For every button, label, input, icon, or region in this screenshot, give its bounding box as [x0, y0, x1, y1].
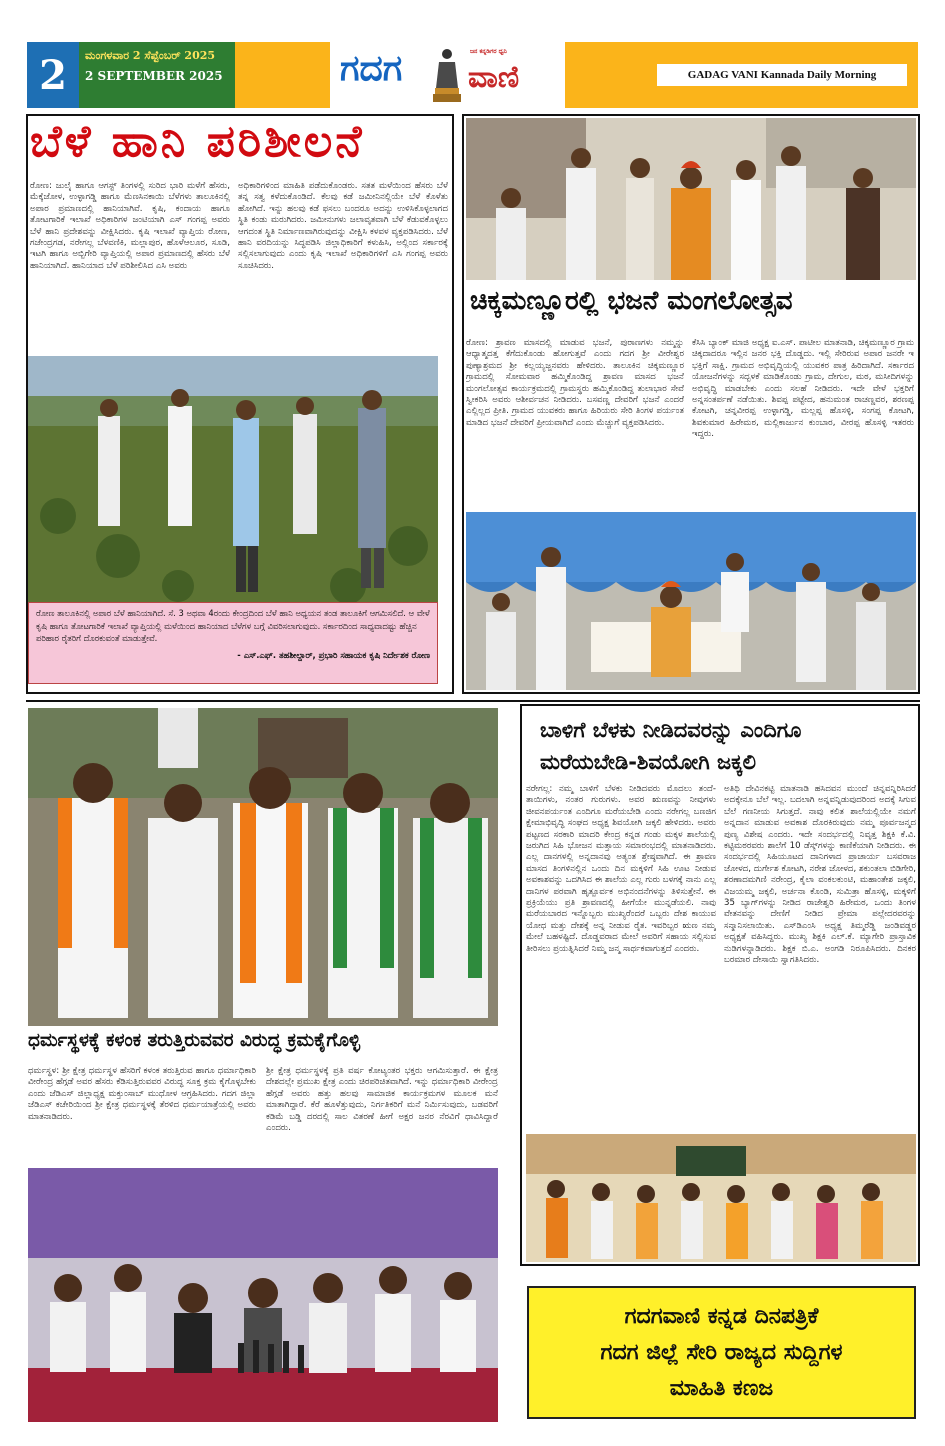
story1-column-2: [238, 181, 448, 353]
story1-caption-box: [28, 602, 438, 684]
story1-column-1: [30, 181, 230, 353]
promo-line-1: ಗದಗವಾಣಿ ಕನ್ನಡ ದಿನಪತ್ರಿಕೆ: [624, 1303, 819, 1329]
story1-text-1: ರೋಣ: ಜುಲೈ ಹಾಗೂ ಆಗಸ್ಟ್ ತಿಂಗಳಲ್ಲಿ ಸುರಿದ ಭಾರಿ ಮಳೆಗೆ ಹೆಸರು, ಮೆಕ್ಕೆಜೋಳ, ಉಳ್ಳಾಗಡ್ಡಿ ಹಾಗೂ ಮೆಣಸಿನಕಾಯಿ ಬೆಳೆಗಳು ತಾಲೂಕಿನಲ್ಲಿ ಅಪಾರ ಪ್ರಮಾಣದಲ್ಲಿ ಹಾನಿಯಾಗಿವೆ. ಕೃಷಿ, ಕಂದಾಯ ಹಾಗೂ ತೋಟಗಾರಿಕೆ ಇಲಾಖೆ ಅಧಿಕಾರಿಗಳ ಜಂಟಿಯಾಗಿ ಎಸ್ ಗಂಗಪ್ಪ ಅವರು ಬೆಳೆ ಹಾನಿ ಪ್ರದೇಶವನ್ನು ವೀಕ್ಷಿಸಿದರು. ಕೃಷಿ ಇಲಾಖೆ ವ್ಯಾಪ್ತಿಯ ರೋಣ, ಗಜೇಂದ್ರಗಡ, ನರೇಗಲ್ಲ ಬೆಳವಣಿಕಿ, ಮಲ್ಲಾಪುರ, ಹೊಳೆಆಲೂರ, ಸೂಡಿ, ಇಟಗಿ ಹಾಗೂ ಅಬ್ಬಿಗೇರಿ ವ್ಯಾಪ್ತಿಯಲ್ಲಿ ಅಪಾರ ಪ್ರಮಾಣದಲ್ಲಿ ಹೆಸರು ಬೆಳೆ ಹಾನಿಯಾಗಿದೆ. ಹಾನಿಯಾದ ಬೆಳೆ ಪರಿಶೀಲಿಸಿದ ಎಸಿ ಅವರು: [30, 181, 230, 271]
story3-text-2: ಶ್ರೀ ಕ್ಷೇತ್ರ ಧರ್ಮಸ್ಥಳಕ್ಕೆ ಪ್ರತಿ ವರ್ಷ ಕೋಟ್ಯಂತರ ಭಕ್ತರು ಆಗಮಿಸುತ್ತಾರೆ. ಈ ಕ್ಷೇತ್ರ ದೇಶದಲ್ಲೇ ಪ್ರಮುಖ ಕ್ಷೇತ್ರ ಎಂದು ಚಿರಪರಿಚಿತವಾಗಿದೆ. ಇನ್ನು ಧರ್ಮಾಧಿಕಾರಿ ವೀರೇಂದ್ರ ಹೆಗ್ಗಡೆ ಅವರು ಹತ್ತು ಹಲವು ಸಾಮಾಜಿಕ ಕಾರ್ಯಕ್ರಮಗಳ ಮೂಲಕ ಮನೆ ಮಾತಾಗಿದ್ದಾರೆ. ಕೆರೆ ಹೂಳೆತ್ತುವುದು, ನಿರ್ಗತಿಕರಿಗೆ ಮನೆ ನಿರ್ಮಿಸುವುದು, ಬಡವರಿಗೆ ಕಡಿಮೆ ಬಡ್ಡಿ ದರದಲ್ಲಿ ಸಾಲ ವಿತರಣೆ ಹೀಗೆ ಅಕ್ಷರ ಜನರ ನೆರವಿಗೆ ಧಾವಿಸಿದ್ದಾರೆ ಎಂದರು.: [266, 1066, 498, 1134]
story3-headline: ಧರ್ಮಸ್ಥಳಕ್ಕೆ ಕಳಂಕ ತರುತ್ತಿರುವವರ ವಿರುದ್ಧ ಕ್ರಮಕೈಗೊಳ್ಳಿ: [28, 1030, 361, 1051]
logo-right-text: ವಾಣಿ: [468, 60, 520, 95]
story1-caption-text: ರೋಣ ತಾಲೂಕಿನಲ್ಲಿ ಅಪಾರ ಬೆಳೆ ಹಾನಿಯಾಗಿದೆ. ಸೆ. 3 ಅಥವಾ 4ರಂದು ಕೇಂದ್ರದಿಂದ ಬೆಳೆ ಹಾನಿ ಅಧ್ಯಯನ ತಂಡ ತಾಲೂಕಿಗೆ ಆಗಮಿಸಲಿದೆ. ಆ ವೇಳೆ ಕೃಷಿ ಹಾಗೂ ತೋಟಗಾರಿಕೆ ಇಲಾಖೆ ವ್ಯಾಪ್ತಿಯಲ್ಲಿ ಮಳೆಯಿಂದ ಹಾನಿಯಾದ ಬೆಳೆಗಳ ಬಗ್ಗೆ ವಿವರಿಸಲಾಗುವುದು. ಸರ್ಕಾರದಿಂದ ಸಾಧ್ಯವಾದಷ್ಟು ಹೆಚ್ಚಿನ ಪರಿಹಾರ ರೈತರಿಗೆ ದೊರಕುವಂತೆ ಮಾಡುತ್ತೇವೆ.: [36, 608, 430, 643]
page-number: 2: [27, 42, 79, 108]
masthead-tagline: GADAG VANI Kannada Daily Morning: [657, 64, 907, 86]
orange-band-right: [565, 42, 918, 108]
story4-text-2: ಅತಿಥಿ ದೇವಿನಕಟ್ಟಿ ಮಾತನಾಡಿ ಹಸಿದವನ ಮುಂದೆ ಚಿನ್ನವನ್ನಿರಿಸಿದರೆ ಅದಕ್ಕೇನೂ ಬೆಲೆ ಇಲ್ಲ. ಬದಲಾಗಿ ಅನ್ನವನ್ನಿಡುವುದರಿಂದ ಅದಕ್ಕೆ ಸಿಗುವ ಬೆಲೆ ಗಣನೀಯ ಸಿಗುತ್ತದೆ. ನಾವು ಕಲಿತ ಶಾಲೆಯಲ್ಲಿಯೇ ನಮಗೆ ಅನ್ನದಾನ ಮಾಡುವ ಅವಕಾಶ ದೊರಕಿರುವುದು ನಮ್ಮ ಪೂರ್ವಜನ್ಮದ ಪುಣ್ಯ ವಿಶೇಷ ಎಂದರು. ಇದೇ ಸಂದರ್ಭದಲ್ಲಿ ನಿವೃತ್ತ ಶಿಕ್ಷಕಿ ಕೆ.ವಿ. ಕಟ್ಟಿಮಠರವರು ಶಾಲೆಗೆ 10 ಡೆಸ್ಕ್‌ಗಳನ್ನು ಕಾಣಿಕೆಯಾಗಿ ನೀಡಿದರು. ಈ ಸಂದರ್ಭದಲ್ಲಿ ಸಿಹಿಯೂಟದ ದಾನಿಗಳಾದ ಪ್ರಾಚಾರ್ಯ ಬಸವರಾಜ ಜೋಳದ, ದುರ್ಗೇಶ ಕೋಟಗಿ, ನರೇಶ ಜೋಳದ, ಶಕುಂತಲಾ ಬಿಡಿಗೇರಿ, ಶರಣಾದಮಗಿಣಿ ನರೇಂದ್ರ, ಕೈಲಾ ವಂಕಲಕುಂಟಿ, ಮಹಾಂತೇಶ ಜಕ್ಕಲಿ, ವಿಜಯಮ್ಮ ಜಕ್ಕಲಿ, ಅರ್ಚನಾ ಕೊಂಡಿ, ಸುಮಿತ್ರಾ ಹೊಸಳ್ಳಿ, ಮಕ್ಕಳಿಗೆ 35 ಬ್ಯಾಗ್‌ಗಳನ್ನು ನೀಡಿದ ರಾಜೇಶ್ವರಿ ಹಿರೇಮಠ, ಒಂದು ತಿಂಗಳ ವೇತನವನ್ನು ದೇಣಿಗೆ ನೀಡಿದ ಪ್ರೇಮಾ ಪಲ್ಲೇದರವರನ್ನು ಸನ್ಮಾನಿಸಲಾಯಿತು. ಎಸ್‌ಡಿಎಂಸಿ ಅಧ್ಯಕ್ಷ ತಿಮ್ಮರೆಡ್ಡಿ ಜಂಡಿವಡ್ಡರ ಅಧ್ಯಕ್ಷತೆ ವಹಿಸಿದ್ದರು. ಮುಖ್ಯ ಶಿಕ್ಷಕಿ ಎಲ್.ಕೆ. ಮ್ಯಾಗೇರಿ ಪ್ರಾಸ್ತಾವಿಕ ನುಡಿಗಳನ್ನಾಡಿದರು. ಶಿಕ್ಷಕ ಬಿ.ಎ. ಅಂಗಡಿ ನಿರೂಪಿಸಿದರು. ದಿನಕರ ಬರಮಾರ ದೇಸಾಯಿ ಸ್ವಾಗತಿಸಿದರು.: [724, 784, 916, 966]
story4-text-1: ನರೇಗಲ್ಲ: ನಮ್ಮ ಬಾಳಿಗೆ ಬೆಳಕು ನೀಡಿದವರು ಮೊದಲು ತಂದೆ-ತಾಯಿಗಳು, ನಂತರ ಗುರುಗಳು. ಅವರ ಋಣವನ್ನು ನೀವುಗಳು ಜೀವನಪರ್ಯಂತ ಎಂದಿಗೂ ಮರೆಯಬೇಡಿ ಎಂದು ನರೇಗಲ್ಲ ಬಣಜಿಗ ಕ್ಷೇಮಾಭಿವೃದ್ಧಿ ಸಂಘದ ಅಧ್ಯಕ್ಷ ಶಿವಯೋಗಿ ಜಕ್ಕಲಿ ಹೇಳಿದರು. ಅವರು ಪಟ್ಟಣದ ಸರಕಾರಿ ಮಾದರಿ ಕೇಂದ್ರ ಕನ್ನಡ ಗಂಡು ಮಕ್ಕಳ ಶಾಲೆಯಲ್ಲಿ ಜರುಗಿದ ಸಿಹಿ ಭೋಜನ ಮತ್ತಾಯ ಸಮಾರಂಭದಲ್ಲಿ ಮಾತನಾಡಿದರು. ಎಲ್ಲ ದಾನಗಳಲ್ಲಿ ಅನ್ನದಾನವು ಅತ್ಯಂತ ಶ್ರೇಷ್ಠವಾಗಿದೆ. ಈ ಶ್ರಾವಣ ಮಾಸದ ತಿಂಗಳಿನಲ್ಲಿನ ಒಂದು ದಿನ ಮಕ್ಕಳಿಗೆ ಸಿಹಿ ಊಟ ನೀಡುವ ಅವಕಾಶವನ್ನು ಒದಗಿಸಿದ ಈ ಶಾಲೆಯ ಎಲ್ಲ ಗುರು ಬಳಗಕ್ಕೆ ನಾನು ಎಲ್ಲ ದಾನಿಗಳ ಪರವಾಗಿ ಹೃತ್ಪೂರ್ವಕ ಅಭಿನಂದನೆಗಳನ್ನು ತಿಳಿಸುತ್ತೇನೆ. ಈ ಪ್ರಕ್ರಿಯೆಯು ಪ್ರತಿ ಶ್ರಾವಣದಲ್ಲಿ ಹೀಗೆಯೇ ಮುನ್ನಡೆಯಲಿ. ನಾವು ಮರೆಯಬಾರದ ಇನ್ನೊಬ್ಬರು ಮುಖ್ಯರೆಂದರೆ ಒಬ್ಬರು ದೇಶ ಕಾಯುವ ಯೋಧ ಮತ್ತು ದೇಶಕ್ಕೆ ಅನ್ನ ನೀಡುವ ರೈತ. ಇವರಿಬ್ಬರ ಋಣ ನಮ್ಮ ಮೇಲೆ ಬಹಳಷ್ಟಿದೆ. ದೊಡ್ಡವರಾದ ಮೇಲೆ ಅವರಿಗೆ ಸಹಾಯ ಸಲ್ಲಿಸುವ ತೀರಿಸಲು ಪ್ರಯತ್ನಿಸಿದರೆ ನಿಮ್ಮ ಜನ್ಮ ಸಾರ್ಥಕವಾಗುತ್ತದೆ ಎಂದರು.: [526, 784, 716, 954]
story3-column-2: [266, 1066, 498, 1166]
date-kannada: ಮಂಗಳವಾರ 2 ಸೆಪ್ಟೆಂಬರ್ 2025: [85, 49, 216, 62]
story1-caption-byline: - ಎಸ್.ಎಫ್. ತಹಶೀಲ್ದಾರ್, ಪ್ರಭಾರಿ ಸಹಾಯಕ ಕೃಷಿ ನಿರ್ದೇಶಕ ರೋಣ: [237, 649, 430, 660]
statue-icon: [430, 46, 464, 104]
orange-band-left: [235, 42, 330, 108]
logo-left-text: ಗದಗ: [340, 48, 403, 89]
story2-photo-stage: [466, 512, 916, 690]
story2-column-2: [692, 338, 914, 508]
story1-text-2: ಅಧಿಕಾರಿಗಳಿಂದ ಮಾಹಿತಿ ಪಡೆದುಕೊಂಡರು. ಸತತ ಮಳೆಯಿಂದ ಹೆಸರು ಬೆಳೆ ತನ್ನ ಸತ್ವ ಕಳೆದುಕೊಂಡಿದೆ. ಕೆಲವು ಕಡೆ ಜಮೀನಿನಲ್ಲಿಯೇ ಬೆಳೆ ಕೊಳೆತು ಹೋಗಿದೆ. ಇನ್ನು ಹಲವು ಕಡೆ ಫಸಲು ಬಂದರೂ ಅದನ್ನು ಉಳಿಸಿಕೊಳ್ಳಲಾಗದ ಸ್ಥಿತಿ ಕಂಡು ಮರುಗಿದರು. ಜಮೀನುಗಳು ಜಲಾವೃತವಾಗಿ ಬೆಳೆ ಕೆಡುವಕೊಳ್ಳಲು ಆಗದಂತ ಸ್ಥಿತಿ ನಿರ್ಮಾಣವಾಗಿರುವುದನ್ನು ವೀಕ್ಷಿಸಿ ಕಳವಳ ವ್ಯಕ್ತಪಡಿಸಿದರು. ಬೆಳೆ ಹಾನಿ ವರದಿಯನ್ನು ಸಿದ್ಧಪಡಿಸಿ ಜಿಲ್ಲಾಧಿಕಾರಿಗೆ ಕಳುಹಿಸಿ, ಅಲ್ಲಿಂದ ಸರ್ಕಾರಕ್ಕೆ ಸಲ್ಲಿಸಲಾಗುವುದು ಎಂದು ಕೃಷಿ ಇಲಾಖೆ ಅಧಿಕಾರಿಗಳಿಗೆ ಎಸಿ ಗಂಗಪ್ಪ ಅವರು ಸೂಚಿಸಿದರು.: [238, 181, 448, 271]
story4-column-2: [724, 784, 916, 1124]
promo-line-3: ಮಾಹಿತಿ ಕಣಜ: [669, 1375, 774, 1401]
date-english: 2 SEPTEMBER 2025: [85, 69, 223, 83]
story2-text-2: ಕೆಸಿಸಿ ಬ್ಯಾಂಕ್ ಮಾಜಿ ಅಧ್ಯಕ್ಷ ಐ.ಎಸ್. ಪಾಟೀಲ ಮಾತನಾಡಿ, ಚಿಕ್ಕಮಣ್ಣೂರ ಗ್ರಾಮ ಚಿಕ್ಕದಾದರೂ ಇಲ್ಲಿನ ಜನರ ಭಕ್ತಿ ದೊಡ್ಡದು. ಇಲ್ಲಿ ಸೇರಿರುವ ಅಪಾರ ಜನರೇ ಇ ಭಕ್ತಿಗೆ ಸಾಕ್ಷಿ. ಗ್ರಾಮದ ಅಭಿವೃದ್ಧಿಯಲ್ಲಿ ಯುವಕರ ಪಾತ್ರ ಹಿರಿದಾಗಿದೆ. ಸರ್ಕಾರದ ಯೋಜನೆಗಳನ್ನು ಸದ್ಬಳಕೆ ಮಾಡಿಕೊಂಡು ಗ್ರಾಮ, ದೇಗುಲ, ಮಠ, ಮಸೀದಿಗಳನ್ನು ಅಭಿವೃದ್ಧಿ ಮಾಡಬೇಕು ಎಂದು ಸಲಹೆ ನೀಡಿದರು. ಇದೇ ವೇಳೆ ಭಕ್ತರಿಗೆ ಅನ್ನಸಂತರ್ಪಣೆ ನಡೆಯಿತು. ಶಿವಪ್ಪ ಪಟ್ಟೇದ, ಹನುಮಂತ ರಾಚಣ್ಣವರ, ಶರಣಪ್ಪ ಕೋಟಗಿ, ಚನ್ನವೀರಪ್ಪ ಉಳ್ಳಾಗಡ್ಡಿ, ಮಲ್ಲಪ್ಪ ಹೊಸಳ್ಳಿ, ಸಂಗಪ್ಪ ಕೋಟಗಿ, ಶಿವಕುಮಾರ ಹಿರೇಮಠ, ಮಲ್ಲಿಕಾರ್ಜುನ ಕುಂಬಾರ, ವೀರಪ್ಪ ಹೊಸಳ್ಳಿ ಇತರರು ಇದ್ದರು.: [692, 338, 914, 440]
story4-headline: [540, 714, 920, 778]
story2-text-1: ರೋಣ: ಶ್ರಾವಣ ಮಾಸದಲ್ಲಿ ಮಾಡುವ ಭಜನೆ, ಪುರಾಣಗಳು ನಮ್ಮನ್ನು ಆಧ್ಯಾತ್ಮದತ್ತ ಕೆಗೆದುಕೊಂಡು ಹೋಗುತ್ತವೆ ಎಂದು ಗದಗ ಶ್ರೀ ವೀರೇಶ್ವರ ಪುಣ್ಯಾಶ್ರಮದ ಶ್ರೀ ಕಲ್ಲಯ್ಯಜ್ಜನವರು ಹೇಳಿದರು. ತಾಲೂಕಿನ ಚಿಕ್ಕಮಣ್ಣೂರ ಗ್ರಾಮದಲ್ಲಿ ಸೋಮವಾರ ಹಮ್ಮಿಕೊಂಡಿದ್ದ ಶ್ರಾವಣ ಮಾಸದ ಭಜನೆ ಮಂಗಲೋತ್ಸವ ಕಾರ್ಯಕ್ರಮದಲ್ಲಿ ಗ್ರಾಮಸ್ಥರು ಹಮ್ಮಿಕೊಂಡಿದ್ದ ತುಲಾಭಾರ ಸೇವೆ ಸ್ವೀಕರಿಸಿ ಅವರು ಆಶೀರ್ವಚನ ನೀಡಿದರು. ಬಸವಣ್ಣ ದೇವರಿಗೆ ಭಜನೆ ಎಂದರೆ ಎಲ್ಲಿಲ್ಲದ ಪ್ರೀತಿ. ಗ್ರಾಮದ ಯುವಕರು ಹಾಗೂ ಹಿರಿಯರು ಸೇರಿ ತಿಂಗಳ ಪರ್ಯಂತ ಮಾಡಿದ ಭಜನೆ ದೇವರಿಗೆ ಪ್ರೀಯವಾಗಿದೆ ಎಂದು ಮೆಚ್ಚುಗೆ ವ್ಯಕ್ತಪಡಿಸಿದರು.: [466, 338, 684, 428]
story1-headline: ಬೆಳೆ ಹಾನಿ ಪರಿಶೀಲನೆ: [30, 116, 365, 167]
date-box: [79, 42, 235, 108]
story4-column-1: [526, 784, 716, 1124]
story1-photo-crop-inspection: [28, 356, 438, 602]
story3-text-1: ಧರ್ಮಸ್ಥಳ: ಶ್ರೀ ಕ್ಷೇತ್ರ ಧರ್ಮಸ್ಥಳ ಹೆಸರಿಗೆ ಕಳಂಕ ತರುತ್ತಿರುವ ಹಾಗೂ ಧರ್ಮಾಧಿಕಾರಿ ವೀರೇಂದ್ರ ಹೆಗ್ಗಡೆ ಅವರ ಹೆಸರು ಕೆಡಿಸುತ್ತಿರುವವರ ವಿರುದ್ಧ ಸೂಕ್ತ ಕ್ರಮ ಕೈಗೊಳ್ಳಬೇಕು ಎಂದು ಜೆಡಿಎಸ್ ಜಿಲ್ಲಾಧ್ಯಕ್ಷ ಮಕ್ತುಂಸಾಬ್ ಮುಧೋಳ ಆಗ್ರಹಿಸಿದರು. ಗದಗ ಜಿಲ್ಲಾ ಜೆಡಿಎಸ್ ಕಚೇರಿಯಿಂದ ಶ್ರೀ ಕ್ಷೇತ್ರ ಧರ್ಮಸ್ಥಳಕ್ಕೆ ತೆರಳಿದ ಧರ್ಮಯಾತ್ರೆಯಲ್ಲಿ ಅವರು ಮಾತನಾಡಿದರು.: [28, 1066, 256, 1122]
story3-photo-press-meet: [28, 1168, 498, 1422]
story2-column-1: [466, 338, 684, 508]
masthead: [27, 42, 918, 108]
story4-headline-line2: ಮರೆಯಬೇಡಿ-ಶಿವಯೋಗಿ ಜಕ್ಕಲಿ: [540, 750, 756, 774]
story2-headline: ಚಿಕ್ಕಮಣ್ಣೂರಲ್ಲಿ ಭಜನೆ ಮಂಗಲೋತ್ಸವ: [470, 286, 793, 316]
story3-column-1: [28, 1066, 256, 1166]
section-divider: [26, 700, 920, 702]
story4-photo-felicitation: [526, 1134, 916, 1262]
story3-photo-leaders: [28, 708, 498, 1026]
promo-line-2: ಗದಗ ಜಿಲ್ಲೆ ಸೇರಿ ರಾಜ್ಯದ ಸುದ್ದಿಗಳ: [600, 1339, 843, 1365]
logo-tagline: ಜನ ಕನ್ನಡಿಗರ ಧ್ವನಿ: [470, 48, 507, 55]
promo-box: [527, 1286, 916, 1419]
newspaper-logo: [330, 42, 565, 108]
story4-headline-line1: ಬಾಳಿಗೆ ಬೆಳಕು ನೀಡಿದವರನ್ನು ಎಂದಿಗೂ: [540, 718, 802, 742]
story2-photo-procession: [466, 118, 916, 280]
